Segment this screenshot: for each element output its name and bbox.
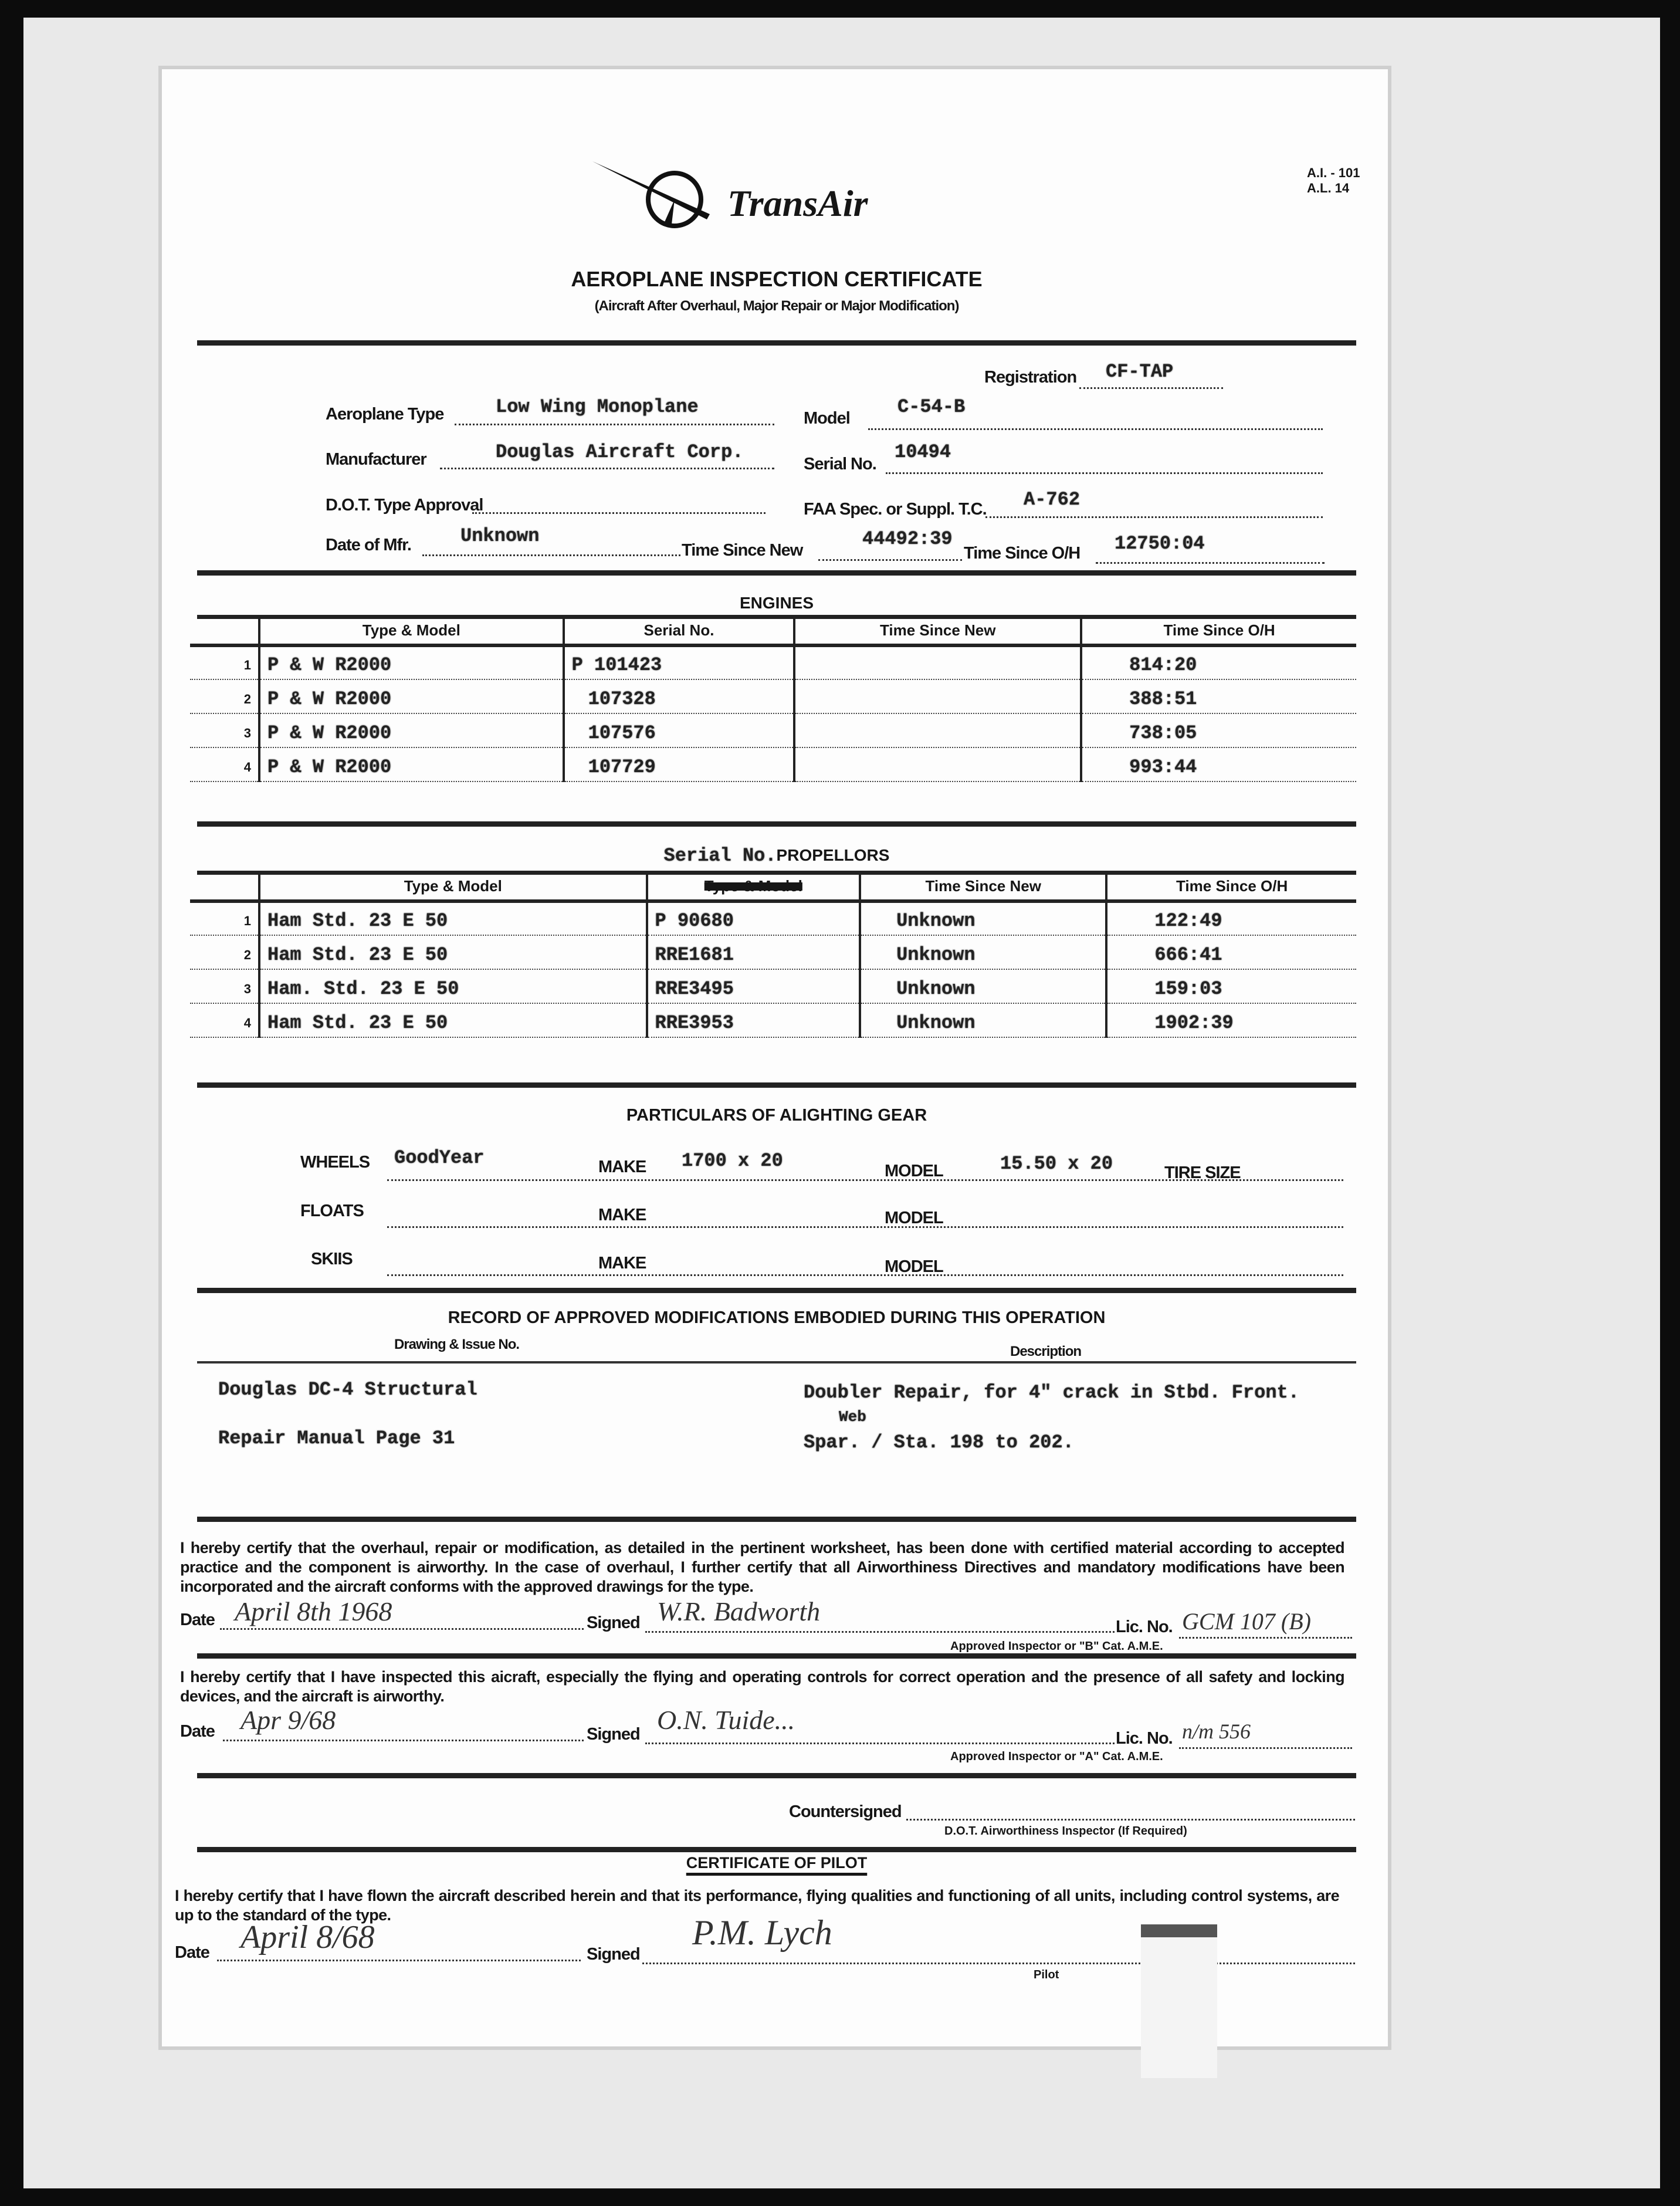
- propellor-type[interactable]: Ham Std. 23 E 50: [259, 935, 647, 969]
- engine-serial[interactable]: 107328: [564, 679, 795, 713]
- registration-label: Registration: [984, 368, 1077, 387]
- date-label: Date: [180, 1722, 215, 1741]
- column-header: Type & Model: [259, 619, 564, 645]
- table-row: [190, 935, 1356, 969]
- cert-a-signature[interactable]: O.N. Tuide...: [657, 1705, 795, 1735]
- column-header: Time Since New: [860, 875, 1106, 901]
- table-row: [190, 679, 1356, 713]
- model-label: MODEL: [885, 1162, 943, 1180]
- make-label: MAKE: [598, 1158, 646, 1176]
- propellor-tsn[interactable]: Unknown: [860, 901, 1106, 935]
- divider: [197, 1653, 1356, 1659]
- cert-b-signature[interactable]: W.R. Badworth: [657, 1596, 821, 1626]
- propellor-tsn[interactable]: Unknown: [860, 969, 1106, 1003]
- divider: [197, 871, 1356, 875]
- column-header-struck: Type & Model: [647, 875, 861, 901]
- engine-type[interactable]: P & W R2000: [259, 747, 564, 781]
- row-number: 1: [190, 645, 259, 679]
- divider: [197, 1517, 1356, 1522]
- model-label: MODEL: [885, 1257, 943, 1276]
- lic-label: Lic. No.: [1116, 1729, 1173, 1748]
- row-number: 4: [190, 1003, 259, 1037]
- airplane-logo-icon: [592, 158, 722, 235]
- table-row: [190, 901, 1356, 935]
- cert-b-date[interactable]: April 8th 1968: [235, 1596, 392, 1626]
- description-header: Description: [1010, 1344, 1082, 1359]
- divider: [197, 570, 1356, 576]
- manufacturer-label: Manufacturer: [326, 450, 426, 469]
- lic-label: Lic. No.: [1116, 1618, 1173, 1636]
- divider: [197, 615, 1356, 619]
- description-line[interactable]: Doubler Repair, for 4" crack in Stbd. Front.: [804, 1382, 1299, 1403]
- aeroplane-type-value[interactable]: Low Wing Monoplane: [496, 396, 699, 418]
- paper-tab: [1141, 1924, 1217, 2078]
- propellor-serial[interactable]: RRE3953: [647, 1003, 861, 1037]
- signed-label: Signed: [587, 1725, 640, 1744]
- cert-a-license[interactable]: n/m 556: [1182, 1720, 1251, 1743]
- divider: [197, 1773, 1356, 1778]
- time-since-oh-label: Time Since O/H: [964, 544, 1081, 563]
- wheels-value[interactable]: GoodYear: [394, 1147, 485, 1169]
- pilot-certificate-title: CERTIFICATE OF PILOT: [686, 1854, 868, 1872]
- registration-value[interactable]: CF-TAP: [1106, 361, 1174, 383]
- aeroplane-type-label: Aeroplane Type: [326, 405, 444, 424]
- date-mfr-label: Date of Mfr.: [326, 536, 411, 554]
- serial-label: Serial No.: [804, 455, 876, 473]
- time-since-oh-value[interactable]: 12750:04: [1115, 533, 1205, 554]
- model-label: MODEL: [885, 1209, 943, 1227]
- description-line[interactable]: Spar. / Sta. 198 to 202.: [804, 1432, 1074, 1453]
- signed-label: Signed: [587, 1613, 640, 1632]
- time-since-new-value[interactable]: 44492:39: [862, 528, 953, 550]
- floats-label: FLOATS: [300, 1202, 364, 1220]
- propellors-title-text: PROPELLORS: [776, 846, 890, 864]
- propellor-tso[interactable]: 666:41: [1106, 935, 1356, 969]
- certificate-sheet: [162, 69, 1388, 2046]
- table-row: [190, 713, 1356, 747]
- row-number: 1: [190, 901, 259, 935]
- propellor-serial[interactable]: RRE3495: [647, 969, 861, 1003]
- row-number: 3: [190, 713, 259, 747]
- description-insert[interactable]: Web: [839, 1408, 866, 1426]
- form-code: A.I. - 101: [1307, 165, 1360, 180]
- engine-tso[interactable]: 814:20: [1081, 645, 1356, 679]
- table-row: [190, 747, 1356, 781]
- engine-serial[interactable]: 107576: [564, 713, 795, 747]
- row-number: 2: [190, 679, 259, 713]
- column-header: Time Since O/H: [1106, 875, 1356, 901]
- cert-b-role: Approved Inspector or "B" Cat. A.M.E.: [950, 1640, 1163, 1653]
- divider: [197, 1288, 1356, 1293]
- propellor-type[interactable]: Ham Std. 23 E 50: [259, 901, 647, 935]
- modifications-title: RECORD OF APPROVED MODIFICATIONS EMBODIED DURING THIS OPERATION: [448, 1308, 1106, 1327]
- faa-spec-value[interactable]: A-762: [1024, 489, 1081, 510]
- alighting-gear-title: PARTICULARS OF ALIGHTING GEAR: [626, 1106, 927, 1125]
- time-since-new-label: Time Since New: [682, 541, 803, 560]
- engine-tsn[interactable]: [794, 747, 1081, 781]
- engine-tso[interactable]: 738:05: [1081, 713, 1356, 747]
- cert-a-date[interactable]: Apr 9/68: [241, 1705, 336, 1735]
- wheels-model-value[interactable]: 15.50 x 20: [1000, 1153, 1113, 1175]
- propellors-title-correction: Serial No.: [663, 845, 777, 867]
- transair-logo: [592, 158, 868, 238]
- date-label: Date: [180, 1610, 215, 1629]
- divider: [197, 340, 1356, 346]
- engine-tso[interactable]: 388:51: [1081, 679, 1356, 713]
- manufacturer-value[interactable]: Douglas Aircraft Corp.: [496, 441, 744, 463]
- table-header: [190, 619, 1356, 645]
- countersign-role: D.O.T. Airworthiness Inspector (If Required): [944, 1825, 1187, 1838]
- row-number: 4: [190, 747, 259, 781]
- pilot-certificate-text: I hereby certify that I have flown the aircraft described herein and that its performance, flying qualities and functioning of all units, including control systems, are up to the standard of the type.: [175, 1887, 1339, 1924]
- column-header: Time Since New: [794, 619, 1081, 645]
- table-row: [190, 645, 1356, 679]
- model-label: Model: [804, 409, 850, 428]
- cert-b-text: I hereby certify that the overhaul, repair or modification, as detailed in the pertinent worksheet, has been done with certified material according to accepted practice and the component is airworthy. In the case of overhaul, I further certify that all Airworthiness Directives and mandatory modifications have been incorporated and the aircraft conforms with the approved drawings for the type.: [180, 1539, 1344, 1595]
- propellor-type[interactable]: Ham Std. 23 E 50: [259, 1003, 647, 1037]
- form-title: AEROPLANE INSPECTION CERTIFICATE: [571, 267, 983, 291]
- engine-type[interactable]: P & W R2000: [259, 645, 564, 679]
- pilot-role: Pilot: [1034, 1968, 1059, 1981]
- pilot-date[interactable]: April 8/68: [241, 1919, 375, 1955]
- propellor-tso[interactable]: 1902:39: [1106, 1003, 1356, 1037]
- propellor-tso[interactable]: 122:49: [1106, 901, 1356, 935]
- form-codes: [1307, 165, 1360, 196]
- engines-table: [190, 619, 1356, 782]
- table-row: [190, 1003, 1356, 1037]
- cert-a-role: Approved Inspector or "A" Cat. A.M.E.: [950, 1750, 1163, 1763]
- engine-serial[interactable]: P 101423: [564, 645, 795, 679]
- table-header: [190, 875, 1356, 901]
- cert-a-text: I hereby certify that I have inspected this aicraft, especially the flying and operating controls for correct operation and the presence of all safety and locking devices, and the aircraft is airworthy.: [180, 1668, 1344, 1705]
- engine-tsn[interactable]: [794, 645, 1081, 679]
- serial-value[interactable]: 10494: [895, 441, 951, 463]
- column-header: Type & Model: [259, 875, 647, 901]
- row-number: 3: [190, 969, 259, 1003]
- date-label: Date: [175, 1943, 209, 1962]
- engine-tsn[interactable]: [794, 713, 1081, 747]
- propellors-title: [197, 845, 1356, 867]
- make-label: MAKE: [598, 1206, 646, 1224]
- form-subtitle: (Aircraft After Overhaul, Major Repair or Major Modification): [594, 298, 959, 314]
- pilot-signature[interactable]: P.M. Lych: [692, 1913, 832, 1952]
- drawing-line[interactable]: Repair Manual Page 31: [218, 1427, 455, 1449]
- make-label: MAKE: [598, 1254, 646, 1273]
- date-mfr-value[interactable]: Unknown: [460, 525, 540, 547]
- signed-label: Signed: [587, 1945, 640, 1964]
- propellor-tso[interactable]: 159:03: [1106, 969, 1356, 1003]
- engines-title: ENGINES: [739, 594, 814, 612]
- logo-text: TransAir: [727, 182, 868, 224]
- engine-serial[interactable]: 107729: [564, 747, 795, 781]
- column-header: Serial No.: [564, 619, 795, 645]
- divider: [197, 1082, 1356, 1088]
- drawing-header: Drawing & Issue No.: [394, 1337, 520, 1352]
- tire-size-label: TIRE SIZE: [1164, 1163, 1241, 1182]
- model-value[interactable]: C-54-B: [897, 396, 966, 418]
- propellors-table: [190, 875, 1356, 1038]
- propellor-tsn[interactable]: Unknown: [860, 1003, 1106, 1037]
- column-header: Time Since O/H: [1081, 619, 1356, 645]
- propellor-serial[interactable]: RRE1681: [647, 935, 861, 969]
- dot-approval-label: D.O.T. Type Approval: [326, 496, 483, 515]
- countersigned-label: Countersigned: [789, 1802, 902, 1821]
- propellor-serial[interactable]: P 90680: [647, 901, 861, 935]
- faa-spec-label: FAA Spec. or Suppl. T.C.: [804, 500, 987, 519]
- propellor-tsn[interactable]: Unknown: [860, 935, 1106, 969]
- wheels-label: WHEELS: [300, 1153, 370, 1172]
- table-row: [190, 969, 1356, 1003]
- engine-tsn[interactable]: [794, 679, 1081, 713]
- engine-type[interactable]: P & W R2000: [259, 713, 564, 747]
- engine-tso[interactable]: 993:44: [1081, 747, 1356, 781]
- form-code: A.L. 14: [1307, 181, 1350, 195]
- divider: [197, 1847, 1356, 1852]
- propellor-type[interactable]: Ham. Std. 23 E 50: [259, 969, 647, 1003]
- divider: [197, 821, 1356, 827]
- engine-type[interactable]: P & W R2000: [259, 679, 564, 713]
- wheels-make-value[interactable]: 1700 x 20: [682, 1150, 783, 1172]
- cert-b-license[interactable]: GCM 107 (B): [1182, 1608, 1311, 1635]
- drawing-line[interactable]: Douglas DC-4 Structural: [218, 1379, 477, 1400]
- row-number: 2: [190, 935, 259, 969]
- skiis-label: SKIIS: [311, 1250, 353, 1268]
